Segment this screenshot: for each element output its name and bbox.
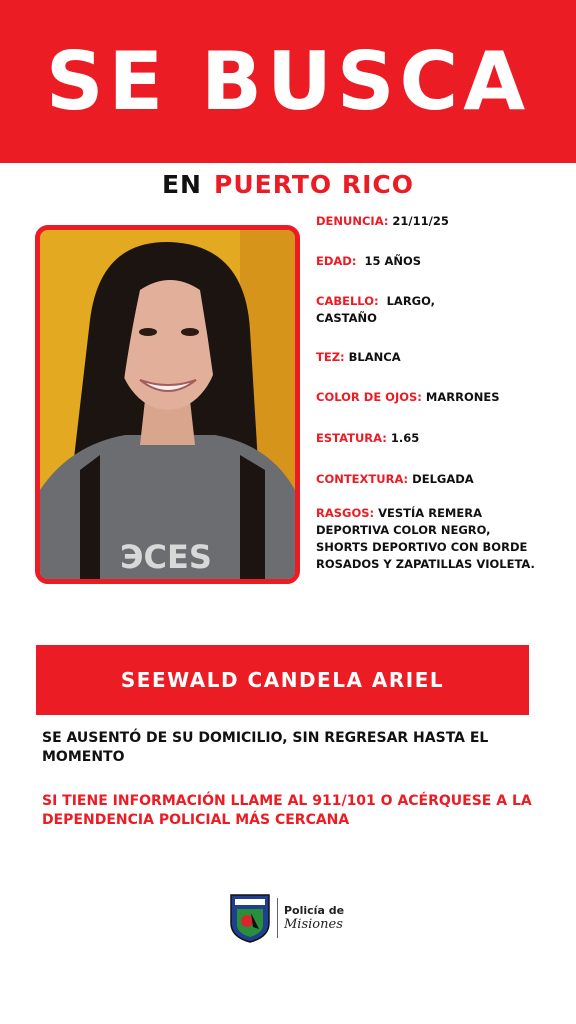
page-title: SE BUSCA bbox=[45, 35, 531, 128]
logo-divider bbox=[277, 898, 278, 938]
svg-text:ЭCES: ЭCES bbox=[120, 538, 212, 576]
location-prefix: EN bbox=[161, 170, 202, 199]
missing-person-photo bbox=[35, 225, 300, 584]
field-estatura: ESTATURA: 1.65 bbox=[316, 431, 420, 445]
contact-info: SI TIENE INFORMACIÓN LLAME AL 911/101 O ACÉRQUESE A LA DEPENDENCIA POLICIAL MÁS CERCANA bbox=[42, 793, 532, 828]
field-denuncia: DENUNCIA: 21/11/25 bbox=[316, 214, 449, 228]
field-contextura: CONTEXTURA: DELGADA bbox=[316, 472, 474, 486]
logo-text: Policía de Misiones bbox=[284, 904, 345, 932]
field-tez: TEZ: BLANCA bbox=[316, 350, 401, 364]
location-line bbox=[0, 170, 576, 199]
field-cabello: CABELLO: LARGO, CASTAÑO bbox=[316, 294, 436, 325]
police-logo bbox=[229, 893, 344, 943]
person-photo-illustration bbox=[40, 230, 295, 579]
police-shield-icon bbox=[229, 893, 271, 943]
person-name: SEEWALD CANDELA ARIEL bbox=[120, 668, 445, 692]
location-place: PUERTO RICO bbox=[214, 170, 414, 199]
field-color-ojos: COLOR DE OJOS: MARRONES bbox=[316, 390, 500, 404]
field-edad: EDAD: 15 AÑOS bbox=[316, 254, 422, 268]
absence-description: SE AUSENTÓ DE SU DOMICILIO, SIN REGRESAR HASTA EL MOMENTO bbox=[42, 730, 489, 765]
name-banner bbox=[36, 645, 529, 715]
header-banner bbox=[0, 0, 576, 163]
field-rasgos: RASGOS: VESTÍA REMERA DEPORTIVA COLOR NEGRO, SHORTS DEPORTIVO CON BORDE ROSADOS Y ZAPATILLAS VIOLETA. bbox=[316, 506, 535, 571]
